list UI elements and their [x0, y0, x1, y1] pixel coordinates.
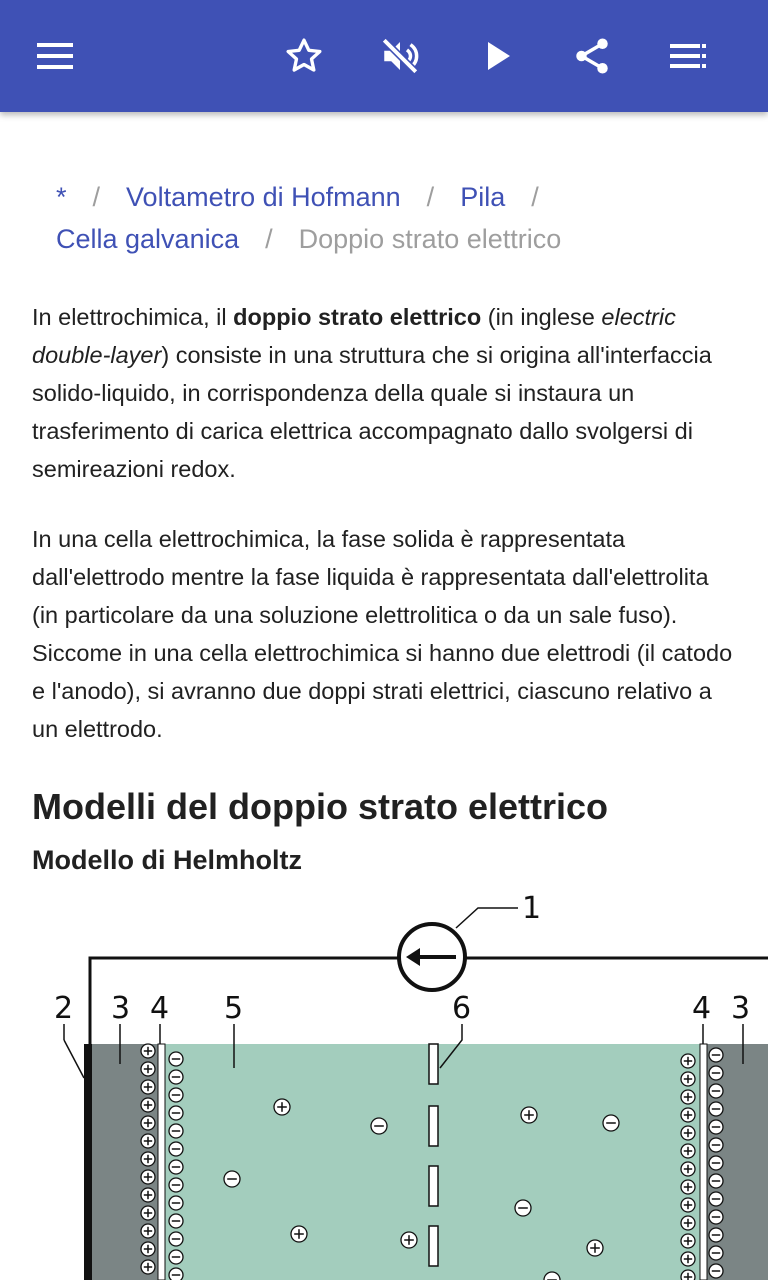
breadcrumb: [56, 176, 746, 260]
figure-label: 4: [150, 991, 170, 1026]
figure-label: 6: [452, 991, 472, 1026]
circuit-wire-left: [90, 958, 398, 1044]
figure-label: 1: [522, 891, 542, 926]
bold-term: doppio strato elettrico: [233, 304, 482, 330]
top-app-bar: [0, 0, 768, 112]
helmholtz-diagram[interactable]: [0, 888, 768, 1280]
figure-label: 4: [692, 991, 712, 1026]
breadcrumb-link-pila[interactable]: Pila: [460, 182, 506, 212]
play-icon[interactable]: [470, 28, 526, 84]
anion-icon: [169, 1268, 183, 1280]
figure-label: 2: [54, 991, 74, 1026]
volume-off-icon[interactable]: [372, 28, 428, 84]
figure-label: 3: [731, 991, 751, 1026]
electrolyte: [86, 1044, 768, 1280]
breadcrumb-separator: /: [92, 182, 101, 212]
list-icon[interactable]: [660, 28, 716, 84]
menu-icon[interactable]: [28, 28, 84, 84]
breadcrumb-separator: /: [426, 182, 435, 212]
electrode-contact: [84, 1044, 92, 1280]
subsection-title: Modello di Helmholtz: [32, 845, 302, 875]
breadcrumb-current: Doppio strato elettrico: [298, 224, 562, 254]
breadcrumb-link-cella-galvanica[interactable]: Cella galvanica: [56, 224, 240, 254]
body-paragraph: In una cella elettrochimica, la fase solida è rappresentata dall'elettrodo mentre la fase liquida è rappresentata dall'elettrolita (in particolare da una soluzione elettrolitica o da un sale fuso). Siccome in una cella elettrochimica si hanno due elettrodi (il catodo e l'anodo), si avranno due doppi strati elettrici, ciascuno relativo a un elettrodo.: [32, 526, 733, 742]
breadcrumb-link-home[interactable]: *: [56, 182, 67, 212]
breadcrumb-separator: /: [531, 182, 539, 212]
intro-paragraph: In elettrochimica, il doppio strato elettrico (in inglese electric double-layer) consiste in una struttura che si origina all'interfaccia solido-liquido, in corrispondenza della quale si instaura un trasferimento di carica elettrica accompagnato dallo svolgersi di semireazioni redox.: [32, 304, 712, 482]
section-title: Modelli del doppio strato elettrico: [32, 786, 609, 827]
share-icon[interactable]: [564, 28, 620, 84]
figure-label: 3: [111, 991, 131, 1026]
star-icon[interactable]: [276, 28, 332, 84]
breadcrumb-link-voltametro[interactable]: Voltametro di Hofmann: [126, 182, 401, 212]
figure-label: 5: [224, 991, 244, 1026]
breadcrumb-separator: /: [265, 224, 273, 254]
italic-term: electric double-layer: [32, 304, 676, 368]
